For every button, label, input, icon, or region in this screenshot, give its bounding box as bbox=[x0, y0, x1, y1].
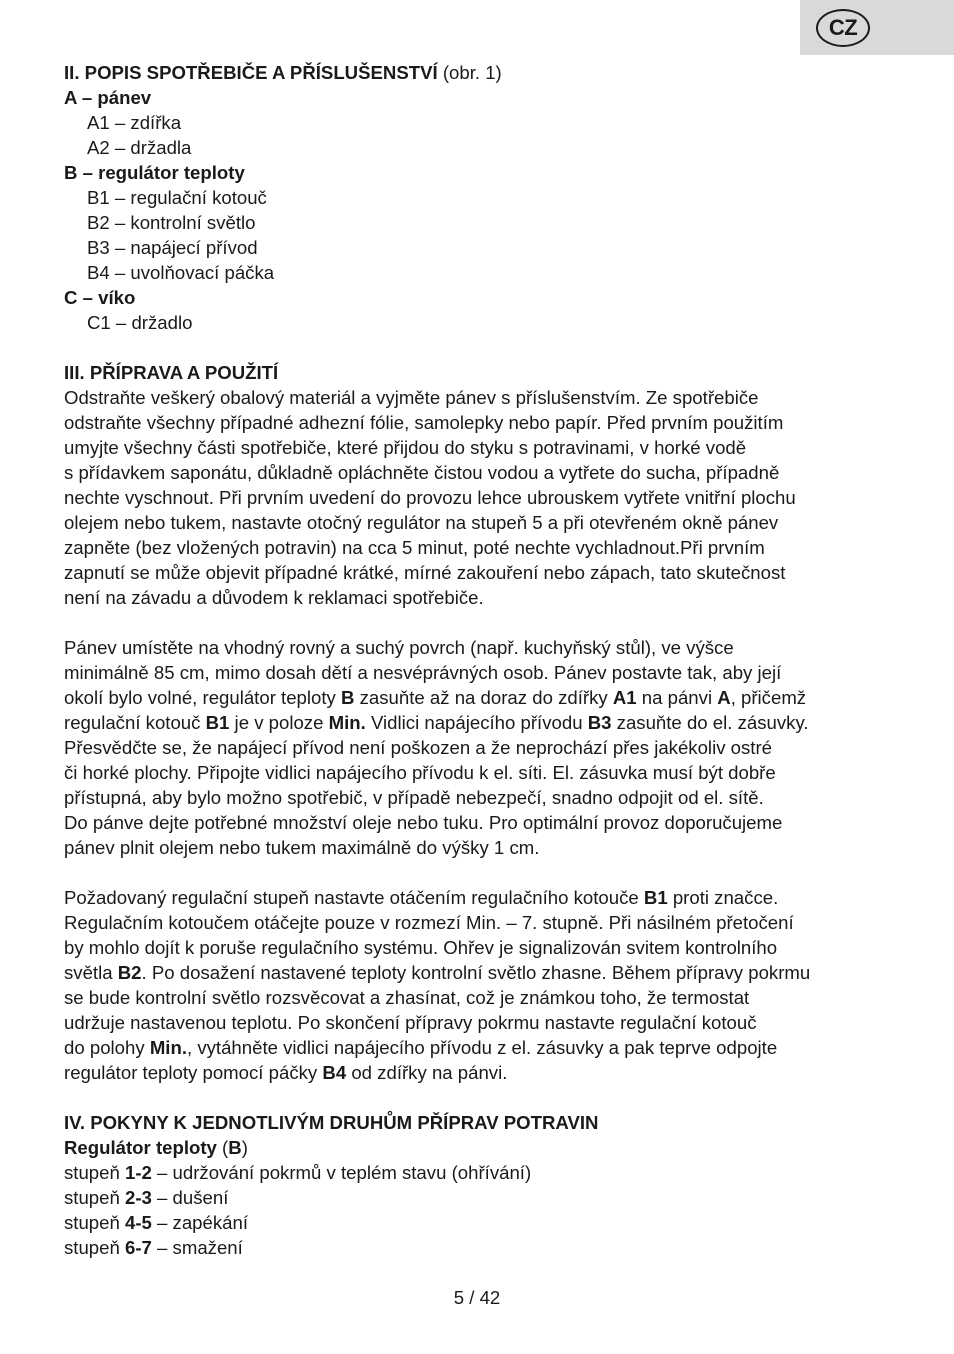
text-run: přístupná, aby bylo možno spotřebič, v případě nebezpečí, snadno odpojit od el. sítě. bbox=[64, 787, 764, 808]
text-run: Pánev umístěte na vhodný rovný a suchý povrch (např. kuchyňský stůl), ve výšce bbox=[64, 637, 734, 658]
paragraph-line: umyjte všechny části spotřebiče, které přijdou do styku s potravinami, v horké vodě bbox=[64, 437, 747, 458]
text-run: Požadovaný regulační stupeň nastavte otáčením regulačního kotouče bbox=[64, 887, 644, 908]
bold-text: 2-3 bbox=[125, 1187, 152, 1208]
part-group-label: A – pánev bbox=[64, 87, 152, 108]
text-run: zasuňte až na doraz do zdířky bbox=[354, 687, 613, 708]
bold-text: B4 bbox=[322, 1062, 347, 1083]
bold-text: B3 bbox=[587, 712, 612, 733]
text-run: proti značce. bbox=[667, 887, 779, 908]
text-run: regulační kotouč bbox=[64, 712, 206, 733]
paragraph-line bbox=[64, 760, 894, 785]
bold-text: B1 bbox=[643, 887, 668, 908]
text-run: – zapékání bbox=[151, 1212, 249, 1233]
step-item bbox=[64, 1160, 894, 1185]
parts-list bbox=[64, 85, 894, 335]
paragraph-line: zapnutí se může objevit případné krátké, mírné zakouření nebo zápach, tato skutečnost bbox=[64, 562, 786, 583]
text-run: – dušení bbox=[151, 1187, 229, 1208]
text-run: . Po dosažení nastavené teploty kontrolní světlo zhasne. Během přípravy pokrmu bbox=[141, 962, 811, 983]
paragraph-line bbox=[64, 685, 894, 710]
part-item: B1 – regulační kotouč bbox=[87, 187, 267, 208]
language-badge: CZ bbox=[816, 9, 870, 47]
section-4-subheading bbox=[64, 1135, 894, 1160]
text-run: Regulačním kotoučem otáčejte pouze v rozmezí Min. – 7. stupně. Při násilném přetočení bbox=[64, 912, 794, 933]
bold-text: A bbox=[717, 687, 731, 708]
text-run: či horké plochy. Připojte vidlici napájecího přívodu k el. síti. El. zásuvka musí být dobře bbox=[64, 762, 776, 783]
text-run: Do pánve dejte potřebné množství oleje nebo tuku. Pro optimální provoz doporučujeme bbox=[64, 812, 783, 833]
bold-text: 6-7 bbox=[125, 1237, 152, 1258]
paragraph-line bbox=[64, 910, 894, 935]
part-group-label: C – víko bbox=[64, 287, 136, 308]
page-footer bbox=[0, 1285, 954, 1310]
text-run: stupeň bbox=[64, 1237, 125, 1258]
bold-text: B1 bbox=[205, 712, 230, 733]
text-run: , přičemž bbox=[730, 687, 807, 708]
paragraph-line: Odstraňte veškerý obalový materiál a vyjměte pánev s příslušenstvím. Ze spotřebiče bbox=[64, 387, 759, 408]
paragraph-line: nechte vyschnout. Při prvním uvedení do provozu lehce ubrouskem vytřete vnitřní plochu bbox=[64, 487, 796, 508]
paragraph-line bbox=[64, 835, 894, 860]
part-group-label: B – regulátor teploty bbox=[64, 162, 245, 183]
text-run: od zdířky na pánvi. bbox=[346, 1062, 508, 1083]
text-run: je v poloze bbox=[229, 712, 329, 733]
paragraph-line: zapněte (bez vložených potravin) na cca 5 minut, poté nechte vychladnout.Při prvním bbox=[64, 537, 765, 558]
text-run: ) bbox=[241, 1137, 248, 1158]
text-run: stupeň bbox=[64, 1162, 125, 1183]
text-run: , vytáhněte vidlici napájecího přívodu z el. zásuvky a pak teprve odpojte bbox=[187, 1037, 778, 1058]
text-run: pánev plnit olejem nebo tukem maximálně do výšky 1 cm. bbox=[64, 837, 540, 858]
paragraph-line: olejem nebo tukem, nastavte otočný regulátor na stupeň 5 a při otevřeném okně pánev bbox=[64, 512, 779, 533]
text-run: regulátor teploty pomocí páčky bbox=[64, 1062, 323, 1083]
bold-text: B2 bbox=[117, 962, 142, 983]
text-run: ( bbox=[216, 1137, 229, 1158]
section-2-heading bbox=[64, 60, 894, 85]
text-run: stupeň bbox=[64, 1187, 125, 1208]
temperature-steps-list bbox=[64, 1160, 894, 1260]
section-3-heading: III. PŘÍPRAVA A POUŽITÍ bbox=[64, 362, 279, 383]
section-2-figure-ref: (obr. 1) bbox=[437, 62, 502, 83]
bold-text: 4-5 bbox=[125, 1212, 152, 1233]
page-total: 42 bbox=[479, 1287, 501, 1308]
bold-text: Regulátor teploty bbox=[64, 1137, 217, 1158]
bold-text: 1-2 bbox=[125, 1162, 152, 1183]
paragraph-regulation bbox=[64, 885, 894, 1085]
paragraph-preparation bbox=[64, 385, 894, 610]
paragraph-line bbox=[64, 735, 894, 760]
bold-text: B bbox=[228, 1137, 242, 1158]
paragraph-line bbox=[64, 635, 894, 660]
text-run: světla bbox=[64, 962, 118, 983]
paragraph-line bbox=[64, 935, 894, 960]
section-2-title: II. POPIS SPOTŘEBIČE A PŘÍSLUŠENSTVÍ bbox=[64, 62, 438, 83]
text-run: zasuňte do el. zásuvky. bbox=[611, 712, 809, 733]
part-item: C1 – držadlo bbox=[87, 312, 193, 333]
part-item: B3 – napájecí přívod bbox=[87, 237, 258, 258]
text-run: minimálně 85 cm, mimo dosah dětí a nesvéprávných osob. Pánev postavte tak, aby její bbox=[64, 662, 782, 683]
paragraph-line bbox=[64, 1035, 894, 1060]
text-run: na pánvi bbox=[636, 687, 718, 708]
step-item bbox=[64, 1210, 894, 1235]
paragraph-line: není na závadu a důvodem k reklamaci spotřebiče. bbox=[64, 587, 484, 608]
bold-text: Min. bbox=[149, 1037, 187, 1058]
paragraph-line bbox=[64, 960, 894, 985]
text-run: okolí bylo volné, regulátor teploty bbox=[64, 687, 341, 708]
step-item bbox=[64, 1185, 894, 1210]
paragraph-line bbox=[64, 785, 894, 810]
part-item: A1 – zdířka bbox=[87, 112, 182, 133]
part-item: B2 – kontrolní světlo bbox=[87, 212, 256, 233]
paragraph-line bbox=[64, 810, 894, 835]
step-item bbox=[64, 1235, 894, 1260]
paragraph-line bbox=[64, 885, 894, 910]
bold-text: A1 bbox=[612, 687, 637, 708]
text-run: do polohy bbox=[64, 1037, 150, 1058]
page-separator: / bbox=[464, 1287, 480, 1308]
paragraph-line bbox=[64, 1060, 894, 1085]
text-run: – smažení bbox=[151, 1237, 243, 1258]
paragraph-placement bbox=[64, 635, 894, 860]
paragraph-line bbox=[64, 710, 894, 735]
section-4-heading: IV. POKYNY K JEDNOTLIVÝM DRUHŮM PŘÍPRAV POTRAVIN bbox=[64, 1112, 599, 1133]
paragraph-line bbox=[64, 660, 894, 685]
text-run: – udržování pokrmů v teplém stavu (ohřívání) bbox=[151, 1162, 532, 1183]
paragraph-line: odstraňte všechny případné adhezní fólie, samolepky nebo papír. Před prvním použitím bbox=[64, 412, 784, 433]
document-body bbox=[64, 60, 894, 1260]
part-item: A2 – držadla bbox=[87, 137, 192, 158]
text-run: by mohlo dojít k poruše regulačního systému. Ohřev je signalizován svitem kontrolního bbox=[64, 937, 778, 958]
text-run: se bude kontrolní světlo rozsvěcovat a zhasínat, což je známkou toho, že termostat bbox=[64, 987, 750, 1008]
text-run: Přesvědčte se, že napájecí přívod není poškozen a že neprochází přes jakékoliv ostré bbox=[64, 737, 772, 758]
text-run: udržuje nastavenou teplotu. Po skončení přípravy pokrmu nastavte regulační kotouč bbox=[64, 1012, 757, 1033]
page-number: 5 bbox=[453, 1287, 465, 1308]
language-tab bbox=[800, 0, 954, 55]
paragraph-line bbox=[64, 985, 894, 1010]
paragraph-line bbox=[64, 1010, 894, 1035]
bold-text: B bbox=[341, 687, 355, 708]
text-run: stupeň bbox=[64, 1212, 125, 1233]
part-item: B4 – uvolňovací páčka bbox=[87, 262, 275, 283]
text-run: Vidlici napájecího přívodu bbox=[365, 712, 588, 733]
bold-text: Min. bbox=[328, 712, 366, 733]
paragraph-line: s přídavkem saponátu, důkladně opláchněte čistou vodou a vytřete do sucha, případně bbox=[64, 462, 780, 483]
